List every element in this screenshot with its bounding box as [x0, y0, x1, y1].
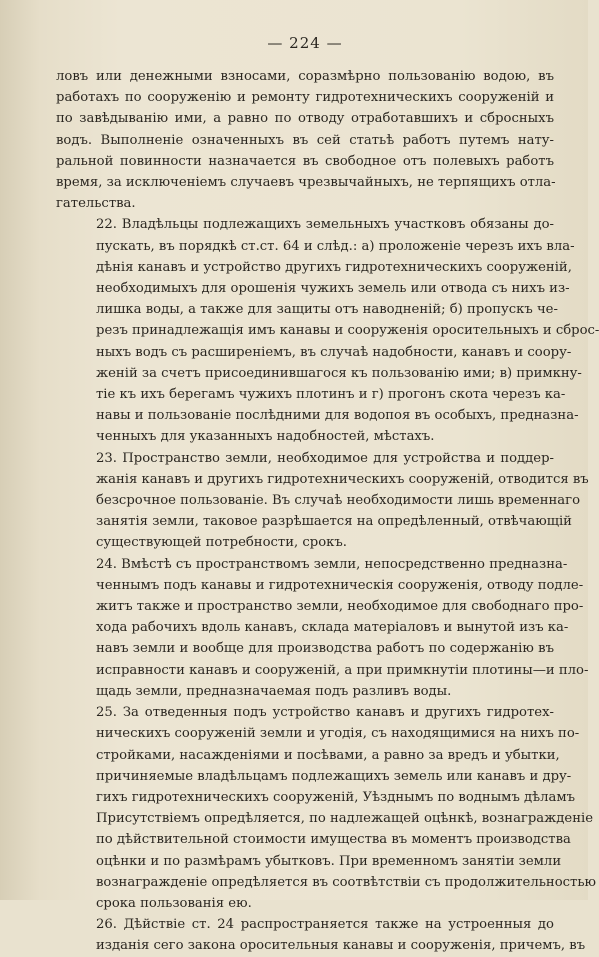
text-line: безсрочное пользованіе. Въ случаѣ необходимости лишь временнаго [96, 493, 581, 509]
text-line: навы и пользованіе послѣдними для водопоя въ особыхъ, предназна- [96, 408, 579, 424]
paragraph [56, 554, 589, 702]
paragraph [56, 914, 586, 956]
text-line: женій за счетъ присоединившагося къ пользованію ими; в) примкну- [96, 365, 582, 381]
text-line: время, за исключеніемъ случаевъ чрезвычайныхъ, не терпящихъ отла- [56, 175, 556, 191]
text-line: работахъ по сооруженію и ремонту гидротехническихъ сооруженій и [56, 90, 554, 106]
text-line: 25. За отведенныя подъ устройство канавъ и другихъ гидротех- [96, 705, 554, 721]
paragraph [56, 214, 599, 447]
text-line: вознагражденіе опредѣляется въ соотвѣтствіи съ продолжительностью [96, 874, 596, 890]
text-line: существующей потребности, срокъ. [96, 535, 347, 551]
text-line: причиняемые владѣльцамъ подлежащихъ земель или канавъ и дру- [96, 768, 572, 784]
text-line: лишка воды, а также для защиты отъ наводненій; б) пропускъ че- [96, 302, 558, 318]
text-line: 23. Пространство земли, необходимое для устройства и поддер- [96, 450, 554, 466]
text-line: пускать, въ порядкѣ ст.ст. 64 и слѣд.: а) проложеніе черезъ ихъ вла- [96, 238, 575, 254]
body-text [56, 66, 599, 957]
text-line: 26. Дѣйствіе ст. 24 распространяется также на устроенныя до [96, 917, 554, 933]
text-line: дѣнія канавъ и устройство другихъ гидротехническихъ сооруженій, [96, 259, 572, 275]
text-line: по дѣйствительной стоимости имущества въ моментъ производства [96, 832, 571, 848]
text-line: 22. Владѣльцы подлежащихъ земельныхъ участковъ обязаны до- [96, 217, 554, 233]
text-line: резъ принадлежащія имъ канавы и сооруженія оросительныхъ и сброс- [96, 323, 599, 339]
text-line: оцѣнки и по размѣрамъ убытковъ. При временномъ занятіи земли [96, 853, 562, 869]
text-line: жанія канавъ и другихъ гидротехническихъ сооруженій, отводится въ [96, 471, 589, 487]
text-line: щадь земли, предназначаемая подъ разливъ воды. [96, 683, 452, 699]
text-line: Присутствіемъ опредѣляется, по надлежащей оцѣнкѣ, вознагражденіе [96, 811, 594, 827]
text-line: по завѣдыванію ими, а равно по отводу отработавшихъ и сбросныхъ [56, 111, 554, 127]
text-line: ченныхъ для указанныхъ надобностей, мѣстахъ. [96, 429, 435, 445]
text-line: хода рабочихъ вдоль канавъ, склада матеріаловъ и вынутой изъ ка- [96, 620, 569, 636]
text-line: стройками, насажденіями и посѣвами, а равно за вредъ и убытки, [96, 747, 560, 763]
text-line: гательства. [56, 196, 136, 212]
text-line: ныхъ водъ съ расширеніемъ, въ случаѣ надобности, канавъ и соору- [96, 344, 572, 360]
text-line: ловъ или денежными взносами, соразмѣрно пользованію водою, въ [56, 69, 554, 84]
text-line: 24. Вмѣстѣ съ пространствомъ земли, непосредственно предназна- [96, 556, 568, 572]
text-line: срока пользованія ею. [96, 895, 252, 911]
paragraph [56, 702, 596, 914]
text-line: изданія сего закона оросительныя канавы и сооруженія, причемъ, въ [96, 938, 586, 954]
paragraph [56, 66, 554, 214]
text-line: водъ. Выполненіе означенныхъ въ сей статьѣ работъ путемъ нату- [56, 132, 554, 148]
text-line: исправности канавъ и сооруженій, а при примкнутіи плотины—и пло- [96, 662, 589, 678]
text-line: навъ земли и вообще для производства работъ по содержанію въ [96, 641, 554, 657]
text-line: гихъ гидротехническихъ сооруженій, Уѣзднымъ по воднымъ дѣламъ [96, 789, 575, 805]
text-line: тіе къ ихъ берегамъ чужихъ плотинъ и г) прогонъ скота черезъ ка- [96, 387, 566, 403]
text-line: ральной повинности назначается въ свободное отъ полевыхъ работъ [56, 153, 554, 169]
text-line: ченнымъ подъ канавы и гидротехническія сооруженія, отводу подле- [96, 577, 584, 593]
text-line: житъ также и пространство земли, необходимое для свободнаго про- [96, 599, 584, 615]
text-line: занятія земли, таковое разрѣшается на опредѣленный, отвѣчающій [96, 514, 572, 530]
text-line: ническихъ сооруженій земли и угодія, съ находящимися на нихъ по- [96, 726, 580, 742]
text-line: необходимыхъ для орошенія чужихъ земель или отвода съ нихъ из- [96, 281, 570, 297]
paragraph [56, 448, 589, 554]
page-number: — 224 — [267, 34, 343, 52]
